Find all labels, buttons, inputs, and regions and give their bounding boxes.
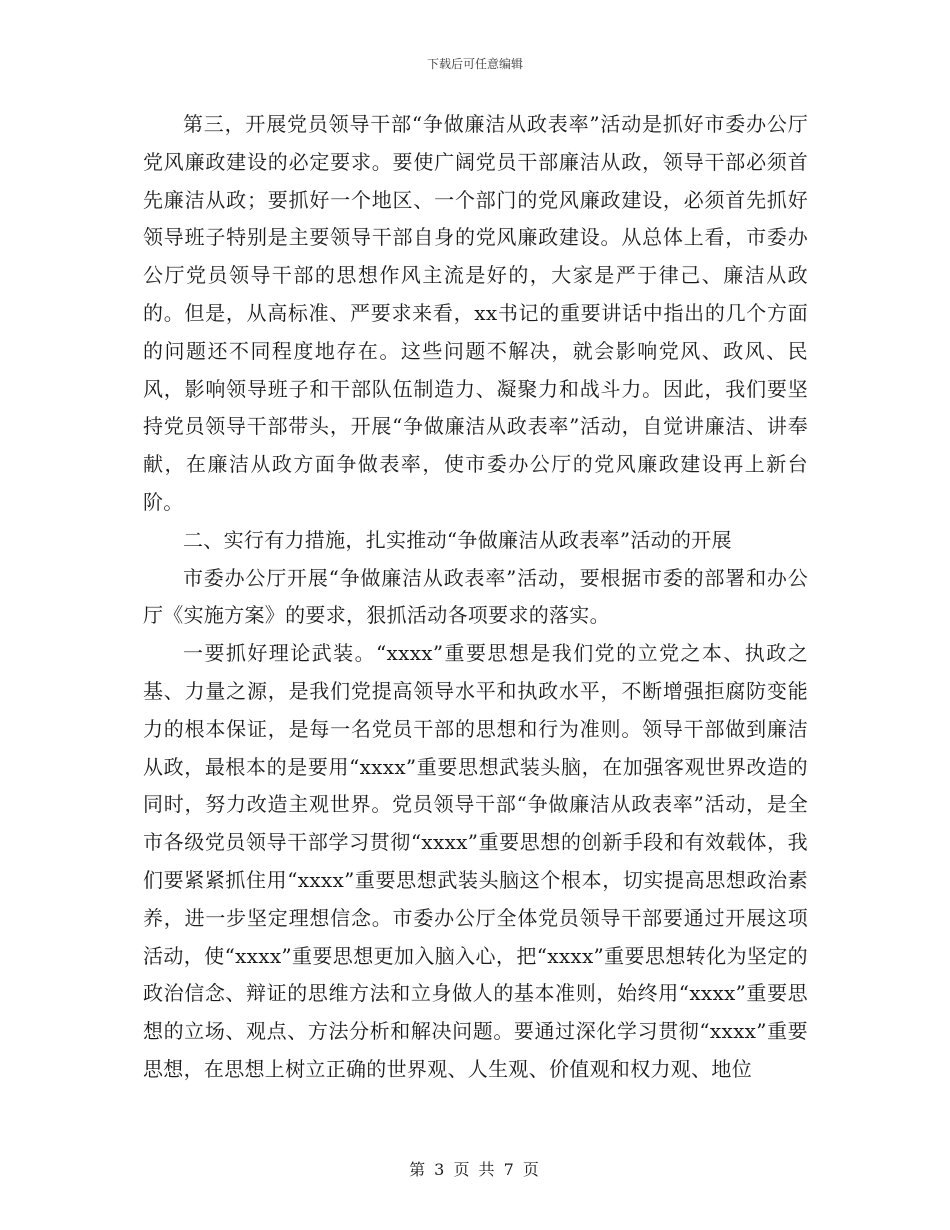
- paragraph-theory: 一要抓好理论武装。“xxxx”重要思想是我们党的立党之本、执政之基、力量之源，是我们党提高领导水平和执政水平，不断增强拒腐防变能力的根本保证，是每一名党员干部的思想和行为准则。领导干部做到廉洁从政，最根本的是要用“xxxx”重要思想武装头脑，在加强客观世界改造的同时，努力改造主观世界。党员领导干部“争做廉洁从政表率”活动，是全市各级党员领导干部学习贯彻“xxxx”重要思想的创新手段和有效载体，我们要紧紧抓住用“xxxx”重要思想武装头脑这个根本，切实提高思想政治素养，进一步坚定理想信念。市委办公厅全体党员领导干部要通过开展这项活动，使“xxxx”重要思想更加入脑入心，把“xxxx”重要思想转化为坚定的政治信念、辩证的思维方法和立身做人的基本准则，始终用“xxxx”重要思想的立场、观点、方法分析和解决问题。要通过深化学习贯彻“xxxx”重要思想，在思想上树立正确的世界观、人生观、价值观和权力观、地位: [143, 641, 808, 1081]
- page-header-note: 下载后可任意编辑: [426, 57, 523, 71]
- paragraph-intro: 市委办公厅开展“争做廉洁从政表率”活动，要根据市委的部署和办公厅《实施方案》的要求，狠抓活动各项要求的落实。: [143, 565, 808, 628]
- section-heading-two: 二、实行有力措施，扎实推动“争做廉洁从政表率”活动的开展: [183, 527, 732, 552]
- page-number: 第 3 页 共 7 页: [409, 1160, 541, 1179]
- paragraph-third-point: 第三，开展党员领导干部“争做廉洁从政表率”活动是抓好市委办公厅党风廉政建设的必定要求。要使广阔党员干部廉洁从政，领导干部必须首先廉洁从政；要抓好一个地区、一个部门的党风廉政建设，必须首先抓好领导班子特别是主要领导干部自身的党风廉政建设。从总体上看，市委办公厅党员领导干部的思想作风主流是好的，大家是严于律己、廉洁从政的。但是，从高标准、严要求来看，xx书记的重要讲话中指出的几个方面的问题还不同程度地存在。这些问题不解决，就会影响党风、政风、民风，影响领导班子和干部队伍制造力、凝聚力和战斗力。因此，我们要坚持党员领导干部带头，开展“争做廉洁从政表率”活动，自觉讲廉洁、讲奉献，在廉洁从政方面争做表率，使市委办公厅的党风廉政建设再上新台阶。: [143, 112, 808, 514]
- document-body: [143, 106, 808, 1089]
